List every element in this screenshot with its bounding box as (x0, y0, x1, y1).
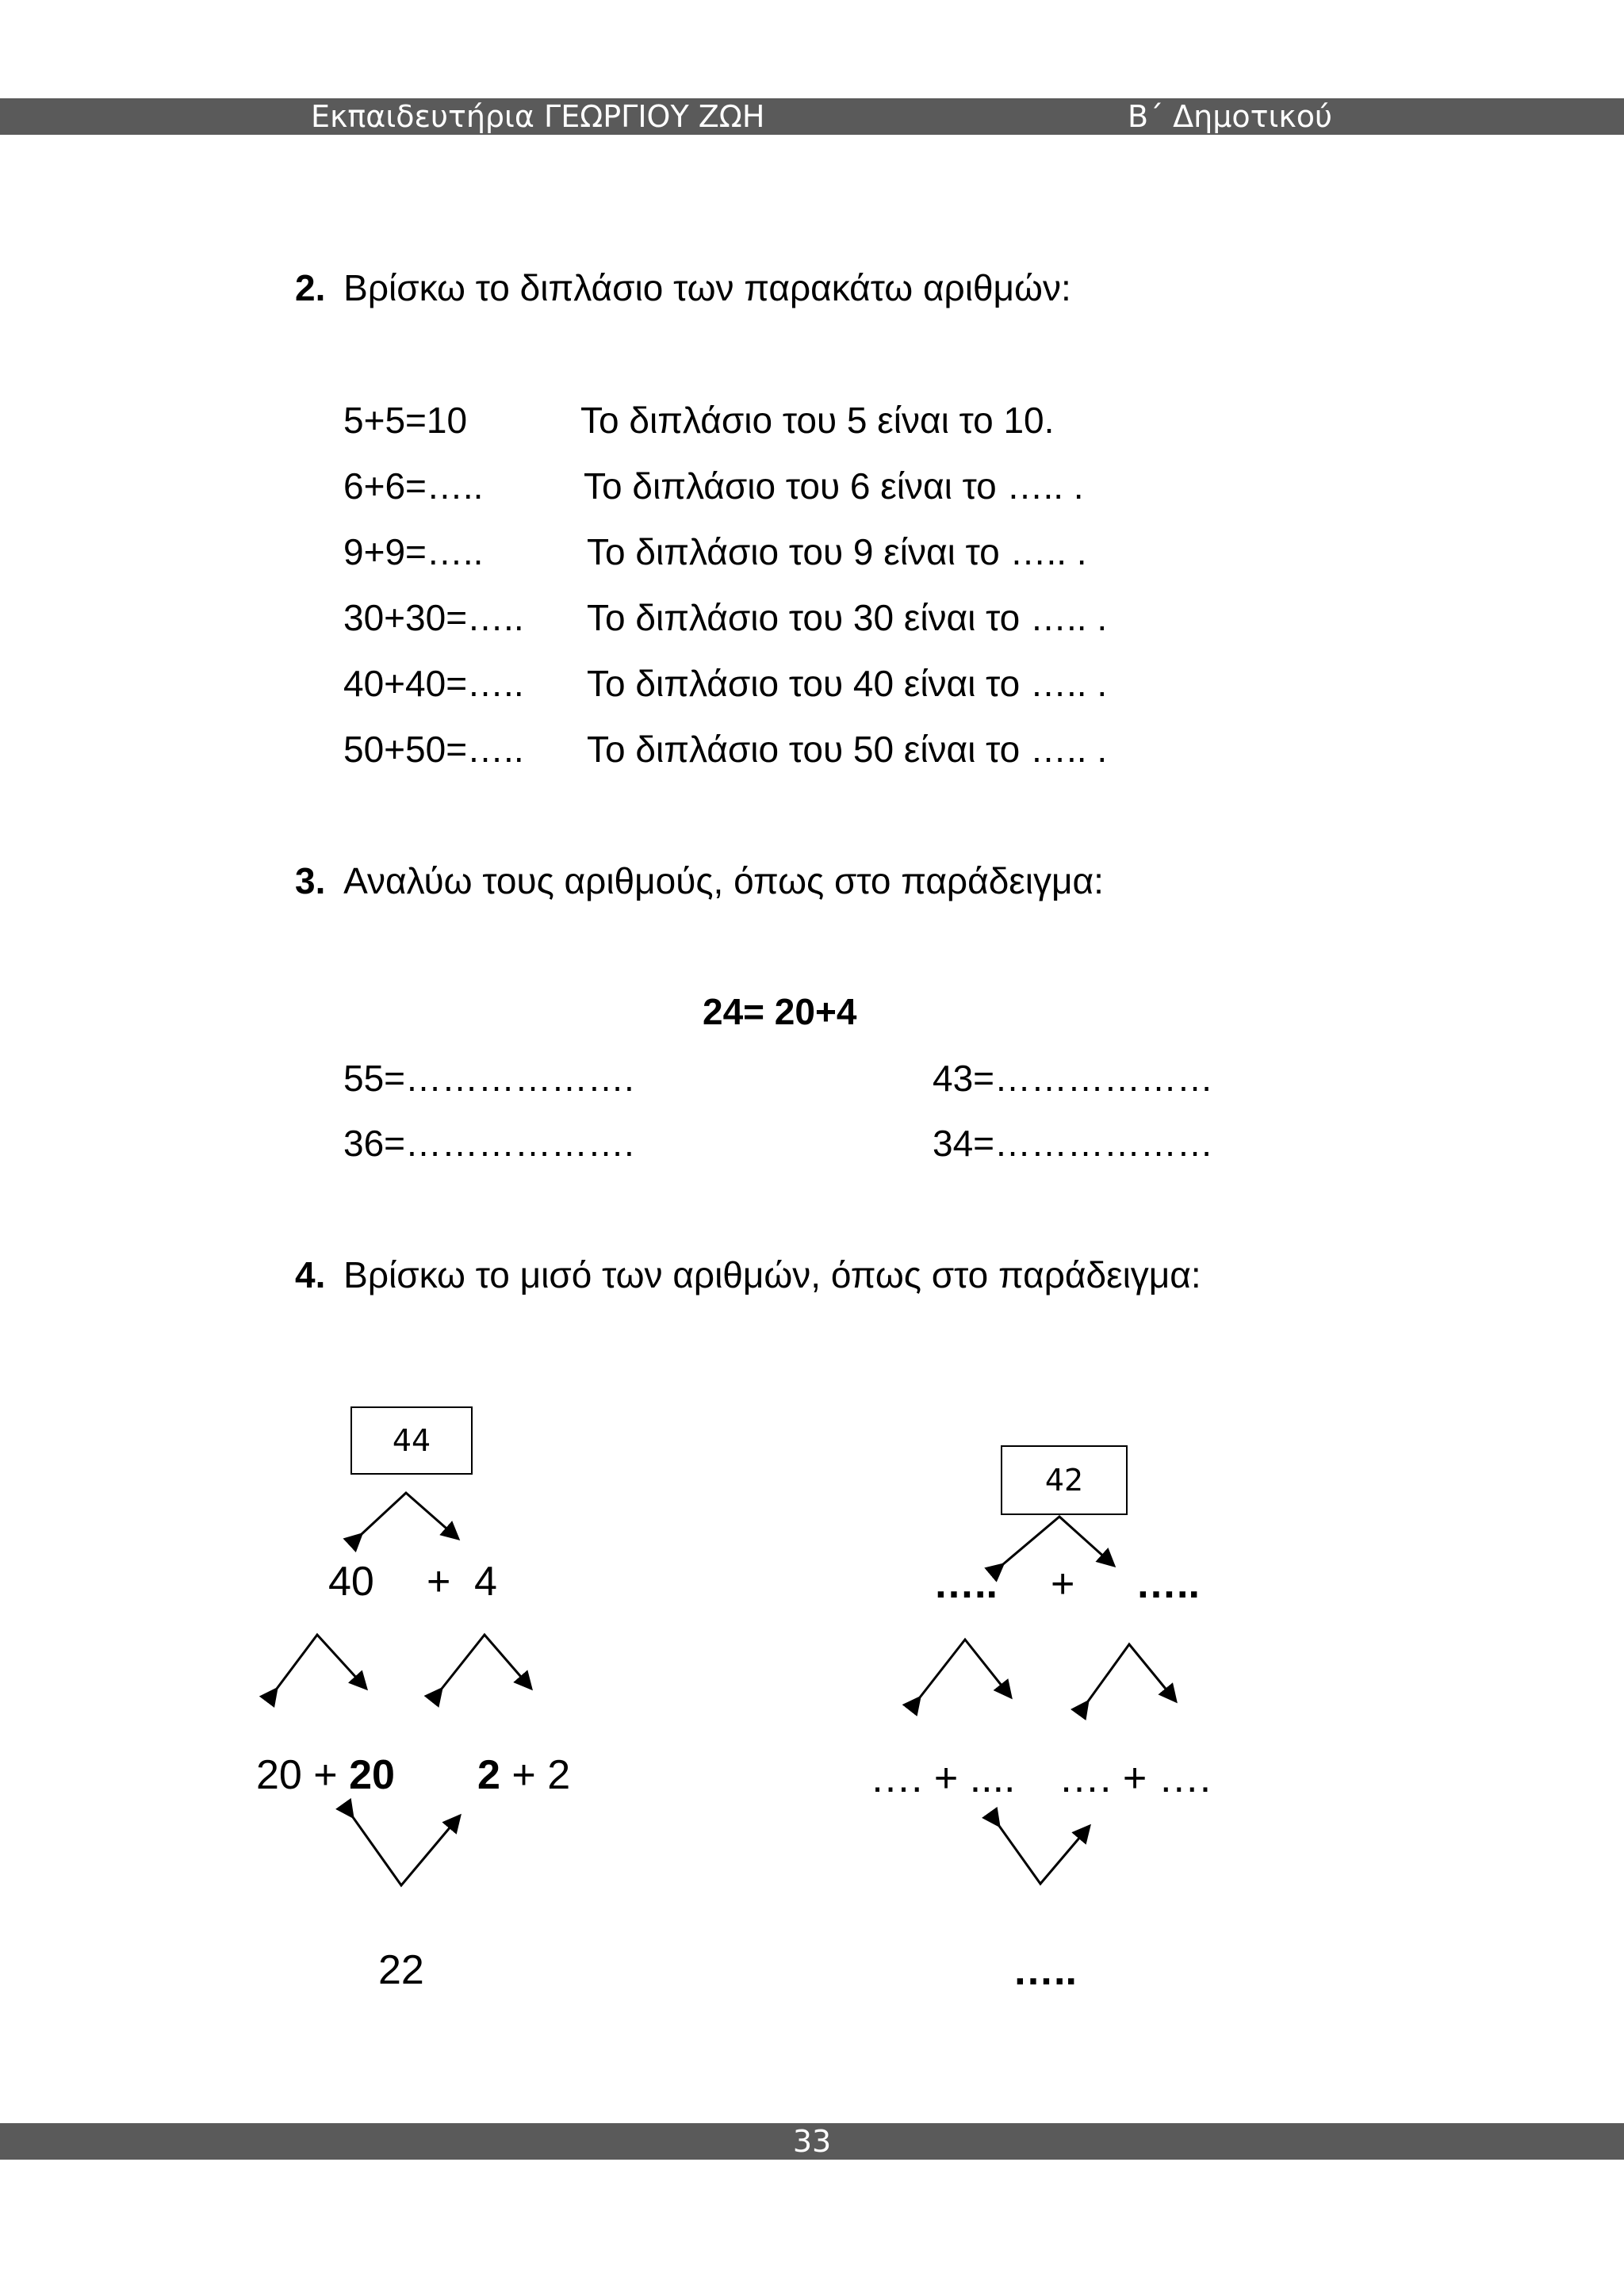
left-tree-half-tens-b: 20 (349, 1752, 395, 1798)
double-sentence-1: Το διπλάσιο του 5 είναι το 10. (580, 400, 1055, 441)
exercise-4-number: 4. (295, 1254, 326, 1295)
double-sum-5: 40+40=….. (343, 663, 524, 704)
left-tree-half-units (477, 1751, 570, 1799)
exercise-2-number: 2. (295, 267, 326, 308)
left-tree-half-tens-a: 20 (256, 1752, 302, 1798)
double-sentence-3: Το διπλάσιο του 9 είναι το ….. . (587, 531, 1087, 572)
left-tree-plus: + (427, 1559, 451, 1605)
double-sum-4: 30+30=….. (343, 597, 524, 638)
right-tree-half-b: …. + …. (1059, 1755, 1212, 1801)
right-split-arrow-top (1003, 1517, 1114, 1566)
double-sum-1: 5+5=10 (343, 400, 468, 441)
left-merge-arrow (353, 1816, 460, 1885)
exercise-3-number: 3. (295, 860, 326, 901)
right-tree-blank-a: ….. (933, 1561, 998, 1607)
school-name: Εκπαιδευτήρια ΓΕΩΡΓΙΟΥ ΖΩΗ (311, 99, 765, 134)
left-tree-half-tens (256, 1751, 395, 1799)
right-tree-result: ….. (1013, 1948, 1077, 1994)
double-sum-6: 50+50=….. (343, 729, 524, 770)
decompose-item-36: 36=………………. (343, 1123, 634, 1164)
right-tree-top-box: 42 (1001, 1445, 1128, 1515)
double-sentence-6: Το διπλάσιο του 50 είναι το ….. . (587, 729, 1108, 770)
left-tree-half-units-plus: + (511, 1752, 536, 1798)
left-split-arrow-a (277, 1635, 366, 1689)
left-tree-units: 4 (474, 1559, 497, 1605)
double-sentence-5: Το διπλάσιο του 40 είναι το ….. . (587, 663, 1108, 704)
left-tree-half-units-b: 2 (547, 1752, 571, 1798)
double-sentence-2: Το διπλάσιο του 6 είναι το ….. . (584, 465, 1084, 507)
exercise-2-title: Βρίσκω το διπλάσιο των παρακάτω αριθμών: (343, 267, 1071, 308)
right-split-arrow-b (1088, 1644, 1176, 1701)
decompose-item-43: 43=……………… (933, 1058, 1214, 1099)
exercise-3-title: Αναλύω τους αριθμούς, όπως στο παράδειγμα: (343, 860, 1104, 901)
decompose-item-55: 55=………………. (343, 1058, 634, 1099)
footer-bar (0, 2123, 1624, 2160)
double-sum-2: 6+6=….. (343, 465, 484, 507)
page-number: 33 (792, 2124, 832, 2159)
left-tree-half-units-a: 2 (477, 1752, 500, 1798)
right-tree-blank-b: ….. (1136, 1561, 1200, 1607)
double-sentence-4: Το διπλάσιο του 30 είναι το ….. . (587, 597, 1108, 638)
double-sum-3: 9+9=….. (343, 531, 484, 572)
exercise-4-title: Βρίσκω το μισό των αριθμών, όπως στο παράδειγμα: (343, 1254, 1201, 1295)
left-tree-result: 22 (378, 1947, 424, 1993)
left-split-arrow-b (442, 1635, 531, 1689)
left-tree-tens: 40 (328, 1559, 374, 1605)
decompose-item-34: 34=……………… (933, 1123, 1214, 1164)
decomposition-example: 24= 20+4 (703, 991, 857, 1032)
left-split-arrow-top (362, 1493, 458, 1539)
grade-label: Β΄ Δημοτικού (1128, 99, 1333, 134)
right-tree-plus: + (1051, 1561, 1075, 1607)
right-tree-half-a: …. + .... (870, 1755, 1016, 1801)
right-split-arrow-a (920, 1640, 1011, 1697)
right-merge-arrow (999, 1826, 1090, 1884)
left-tree-top-box: 44 (350, 1406, 473, 1475)
left-tree-half-tens-plus: + (313, 1752, 338, 1798)
